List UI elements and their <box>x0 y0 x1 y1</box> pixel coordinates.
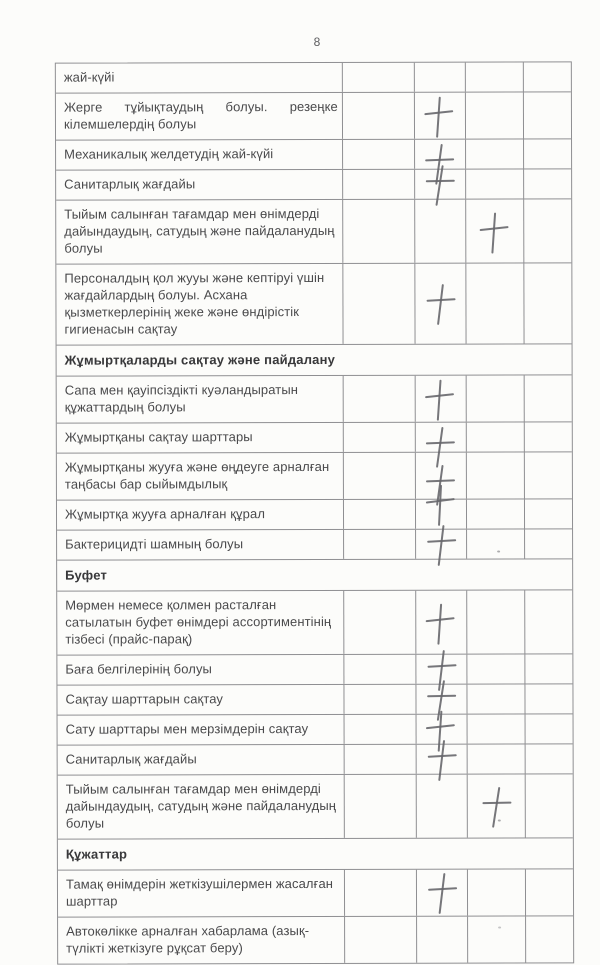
check-cell-col3 <box>467 654 525 683</box>
check-cell-col2 <box>414 264 466 344</box>
row-label: Жұмыртқа жууға арналған құрал <box>64 506 266 522</box>
row-label: Бактерицидті шамның болуы <box>65 536 244 552</box>
check-cell-col4 <box>525 684 573 713</box>
check-cell-col2 <box>416 870 468 916</box>
handwritten-check-mark <box>427 286 455 320</box>
handwritten-check-mark <box>480 214 508 249</box>
check-cell-col3 <box>466 499 524 528</box>
table-row <box>56 92 571 140</box>
row-label: Жұмыртқаны жууға және өңдеуге арналған таңбасы бар сыйымдылық <box>64 458 330 492</box>
table-row <box>57 422 572 453</box>
handwritten-check-mark <box>426 381 454 416</box>
row-label: Сапа мен қауіпсіздікті куәландыратын құжаттардың болуы <box>64 382 299 415</box>
check-cell-col3 <box>467 590 525 653</box>
check-cell-col3 <box>466 375 524 421</box>
handwritten-check-mark <box>429 875 457 909</box>
check-cell-col1 <box>343 591 415 654</box>
check-cell-col4 <box>525 714 573 743</box>
table-row <box>57 375 572 423</box>
scan-speck <box>498 820 501 822</box>
table-row <box>56 62 571 93</box>
check-cell-col2 <box>414 93 466 139</box>
check-cell-col3 <box>466 452 524 498</box>
check-cell-col2 <box>414 140 466 169</box>
check-cell-col2 <box>415 775 467 838</box>
check-cell-col2 <box>414 200 466 263</box>
row-label: Тыйым салынған тағамдар мен өнімдерді дайындаудың, сатудың және пайдаланудың болуы <box>64 205 335 256</box>
row-label: Санитарлық жағдайы <box>65 751 197 767</box>
handwritten-check-mark <box>426 466 454 501</box>
check-cell-col3 <box>467 684 525 713</box>
check-cell-col2 <box>414 376 466 422</box>
handwritten-check-mark <box>428 651 456 685</box>
check-cell-col3 <box>467 774 525 837</box>
handwritten-check-mark <box>425 98 453 133</box>
table-row <box>56 139 571 170</box>
check-cell-col1 <box>344 917 416 963</box>
table-row <box>58 869 573 917</box>
handwritten-check-mark <box>427 681 456 716</box>
check-cell-col1 <box>343 423 415 452</box>
check-cell-col2 <box>413 63 465 92</box>
check-cell-col4 <box>524 590 572 653</box>
section-header-row <box>57 559 572 591</box>
row-label: Тамақ өнімдерін жеткізушілермен жасалған шарттар <box>65 875 334 909</box>
check-cell-col3 <box>467 714 525 743</box>
row-label: Санитарлық жағдайы <box>64 176 196 192</box>
check-cell-col1 <box>343 453 415 499</box>
table-row <box>56 263 571 345</box>
check-cell-col3 <box>466 422 524 451</box>
check-cell-col1 <box>342 93 414 139</box>
row-label: Автокөлікке арналған хабарлама (азық-түлікті жеткізуге рұқсат беру) <box>66 923 310 956</box>
table-row <box>57 529 572 560</box>
check-cell-col3 <box>465 62 523 91</box>
check-cell-col2 <box>416 917 468 963</box>
check-cell-col4 <box>524 422 572 451</box>
check-cell-col4 <box>524 499 572 528</box>
check-cell-col4 <box>523 169 571 198</box>
check-cell-col1 <box>343 715 415 744</box>
row-label: Баға белгілерінің болуы <box>65 661 213 677</box>
check-cell-col1 <box>343 685 415 714</box>
check-cell-col1 <box>342 170 414 199</box>
table-row <box>56 169 571 200</box>
check-cell-col3 <box>465 139 523 168</box>
table-row <box>57 499 572 530</box>
table-row <box>57 684 572 715</box>
check-cell-col4 <box>525 774 573 837</box>
check-cell-col3 <box>467 916 525 962</box>
table-row <box>57 590 572 655</box>
check-cell-col4 <box>523 199 571 262</box>
check-cell-col3 <box>466 263 524 343</box>
check-cell-col2 <box>415 591 467 654</box>
check-cell-col2 <box>415 530 467 559</box>
check-cell-col4 <box>524 375 572 421</box>
check-cell-col2 <box>414 170 466 199</box>
check-cell-col4 <box>524 263 572 343</box>
check-cell-col2 <box>415 745 467 774</box>
check-cell-col2 <box>415 500 467 529</box>
check-cell-col1 <box>343 655 415 684</box>
table-row <box>58 744 573 775</box>
check-cell-col2 <box>415 685 467 714</box>
check-cell-col2 <box>414 423 466 452</box>
scan-speck <box>497 550 500 552</box>
section-title: Құжаттар <box>65 846 128 862</box>
row-label: жай-күйі <box>63 69 115 85</box>
check-cell-col4 <box>523 139 571 168</box>
table-row <box>58 714 573 745</box>
check-cell-col3 <box>466 199 524 262</box>
section-header-row <box>57 344 572 376</box>
check-cell-col1 <box>343 376 415 422</box>
row-label: Жерге тұйықтаудың болуы. резеңке кілемшелердің болуы <box>63 98 338 132</box>
handwritten-check-mark <box>426 605 454 640</box>
table-row <box>58 774 573 839</box>
row-label: Сату шарттары мен мерзімдерін сақтау <box>65 721 309 737</box>
check-cell-col1 <box>342 264 414 344</box>
check-cell-col3 <box>466 169 524 198</box>
check-cell-col1 <box>343 500 415 529</box>
handwritten-check-mark <box>426 712 454 747</box>
row-label: Сақтау шарттарын сақтау <box>65 691 224 707</box>
check-cell-col4 <box>523 62 571 91</box>
check-cell-col3 <box>466 529 524 558</box>
check-cell-col3 <box>467 869 525 915</box>
table-row <box>57 452 572 500</box>
handwritten-check-mark <box>482 788 511 823</box>
row-label: Механикалық желдетудің жай-күйі <box>64 146 274 162</box>
table-row <box>58 916 573 963</box>
handwritten-check-mark <box>426 166 455 201</box>
check-cell-col1 <box>342 63 414 92</box>
check-cell-col1 <box>342 140 414 169</box>
check-cell-col4 <box>525 744 573 773</box>
check-cell-col1 <box>344 775 416 838</box>
row-label: Жұмыртқаны сақтау шарттары <box>64 429 253 445</box>
table-row <box>57 654 572 685</box>
check-cell-col4 <box>524 452 572 498</box>
check-cell-col2 <box>415 655 467 684</box>
check-cell-col4 <box>525 654 573 683</box>
row-label: Персоналдың қол жууы және кептіруі үшін жағдайлардың болуы. Асхана қызметкерлерінің жеке және өндірістік гигиенасын сақтау <box>64 269 325 337</box>
check-cell-col1 <box>343 530 415 559</box>
handwritten-check-mark <box>428 741 456 775</box>
check-cell-col3 <box>465 92 523 138</box>
check-cell-col4 <box>525 916 573 962</box>
handwritten-check-mark <box>428 526 456 560</box>
check-cell-col1 <box>342 200 414 263</box>
row-label: Тыйым салынған тағамдар мен өнімдерді дайындаудың, сатудың және пайдаланудың болуы <box>65 780 337 831</box>
check-cell-col2 <box>414 453 466 499</box>
section-title: Жұмыртқаларды сақтау және пайдалану <box>64 351 336 368</box>
check-cell-col1 <box>344 745 416 774</box>
page-number: 8 <box>313 35 322 49</box>
check-cell-col4 <box>525 869 573 915</box>
row-label: Мөрмен немесе қолмен расталған сатылатын буфет өнімдері ассортиментінің тізбесі (прайс-парақ) <box>65 597 332 647</box>
table-row <box>56 199 571 264</box>
inspection-table <box>55 61 574 964</box>
check-cell-col2 <box>415 715 467 744</box>
check-cell-col1 <box>344 870 416 916</box>
check-cell-col3 <box>467 744 525 773</box>
check-cell-col4 <box>524 529 572 558</box>
section-header-row <box>58 838 573 870</box>
check-cell-col4 <box>523 92 571 138</box>
scan-speck <box>498 927 501 929</box>
section-title: Буфет <box>65 567 108 583</box>
